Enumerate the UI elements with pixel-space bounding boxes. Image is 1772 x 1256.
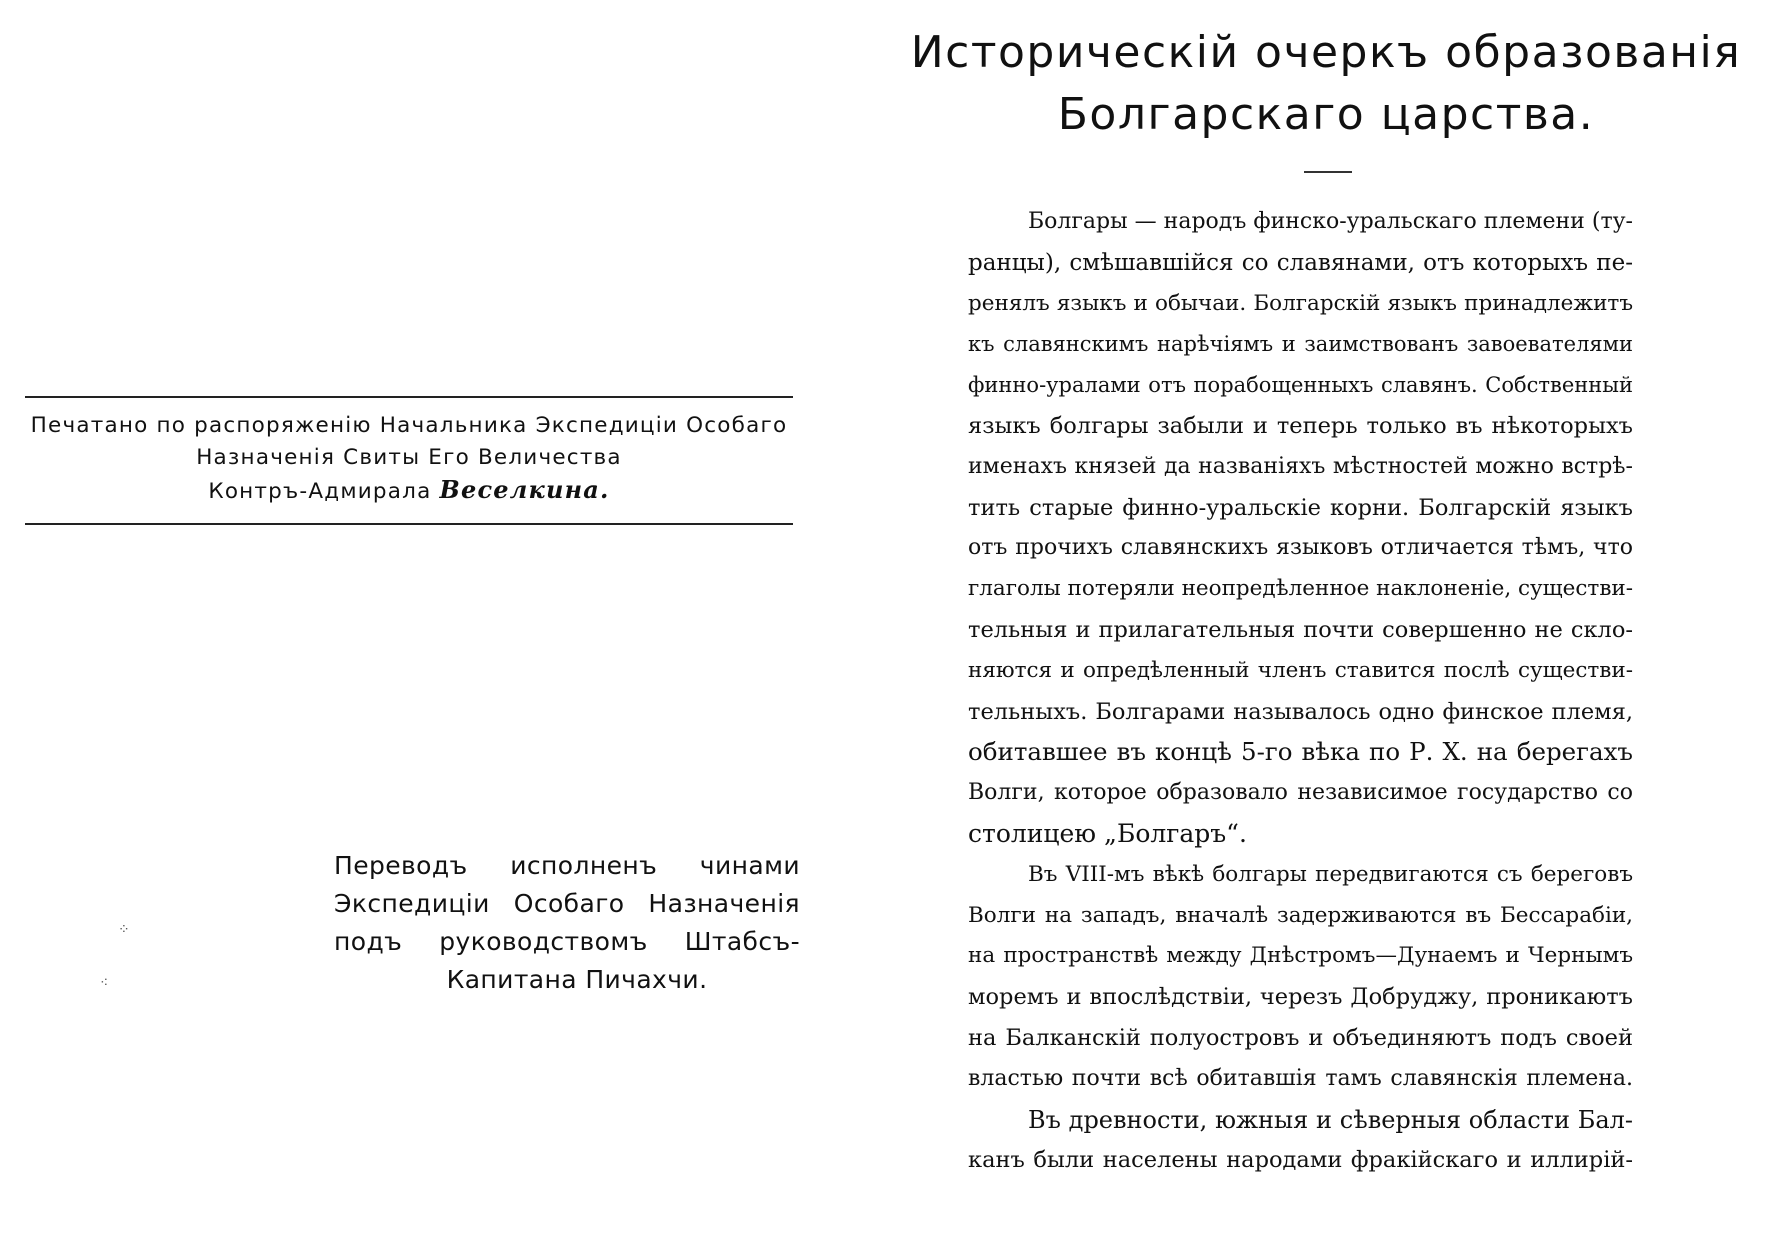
body-line: ренялъ языкъ и обычаи. Болгарскій языкъ принадлежитъ [968, 290, 1633, 316]
imprint-admiral-name: Веселкина. [439, 475, 610, 504]
body-line: властью почти всѣ обитавшія тамъ славянскія племена. [968, 1065, 1633, 1091]
imprint-bottom-rule [25, 523, 793, 525]
body-line: канъ были населены народами фракійскаго и иллирій- [968, 1147, 1633, 1174]
translation-line-2: Экспедиціи Особаго Назначенія [334, 889, 800, 918]
ink-speck: ⁘ [118, 922, 130, 938]
body-line: Въ VIII-мъ вѣкѣ болгары передвигаются съ береговъ [1028, 861, 1633, 887]
body-line: языкъ болгары забыли и теперь только въ нѣкоторыхъ [968, 412, 1633, 439]
ink-speck: ⁖ [100, 975, 109, 991]
imprint-line-3 [0, 474, 818, 508]
body-line: няются и опредѣленный членъ ставится послѣ существи- [968, 657, 1633, 683]
body-line: на Балканскій полуостровъ и объединяютъ подъ своей [968, 1024, 1633, 1051]
body-text [968, 202, 1633, 1181]
chapter-title [880, 22, 1772, 146]
chapter-title-line-1: Историческій очеркъ образованія [910, 27, 1742, 78]
body-line: Волги, которое образовало независимое государство со [968, 780, 1633, 806]
body-line: тельныя и прилагательныя почти совершенно не скло- [968, 616, 1633, 643]
body-line: финно-уралами отъ порабощенныхъ славянъ. Собственный [968, 373, 1633, 398]
translation-line-1: Переводъ исполненъ чинами [334, 851, 800, 880]
body-line: тить старые финно-уральскіе корни. Болгарскій языкъ [968, 494, 1633, 521]
body-line: ранцы), смѣшавшійся со славянами, отъ которыхъ пе- [968, 249, 1633, 276]
body-line: отъ прочихъ славянскихъ языковъ отличается тѣмъ, что [968, 535, 1633, 561]
body-line: Болгары — народъ финско-уральскаго племени (ту- [1028, 209, 1633, 234]
imprint-line-1: Печатано по распоряженію Начальника Экспедиціи Особаго [30, 413, 788, 438]
imprint-rank: Контръ-Адмирала [208, 479, 432, 504]
body-line: Волги на западъ, вначалѣ задерживаются въ Бессарабіи, [968, 902, 1633, 928]
right-page [880, 0, 1772, 1256]
body-line: столицею „Болгаръ“. [968, 818, 1247, 848]
body-line: обитавшее въ концѣ 5-го вѣка по Р. Х. на берегахъ [968, 737, 1633, 767]
translation-credit [334, 847, 800, 999]
left-page [0, 0, 870, 1256]
body-line: на пространствѣ между Днѣстромъ—Дунаемъ и Чернымъ [968, 943, 1633, 969]
translation-line-4: Капитана Пичахчи. [446, 965, 708, 994]
translation-line-3: подъ руководствомъ Штабсъ- [334, 927, 800, 956]
imprint-notice [0, 410, 818, 508]
title-divider [1304, 171, 1352, 173]
body-line: къ славянскимъ нарѣчіямъ и заимствованъ завоевателями [968, 332, 1633, 357]
body-line: моремъ и впослѣдствіи, черезъ Добруджу, проникаютъ [968, 984, 1633, 1011]
imprint-top-rule [25, 396, 793, 398]
body-line: Въ древности, южныя и сѣверныя области Бал- [1028, 1105, 1633, 1134]
body-line: глаголы потеряли неопредѣленное наклоненіе, существи- [968, 576, 1633, 602]
chapter-title-line-2: Болгарскаго царства. [1057, 89, 1595, 140]
body-line: именахъ князей да названіяхъ мѣстностей можно встрѣ- [968, 453, 1633, 479]
imprint-line-2: Назначенія Свиты Его Величества [196, 445, 622, 470]
body-line: тельныхъ. Болгарами называлось одно финское племя, [968, 698, 1633, 725]
